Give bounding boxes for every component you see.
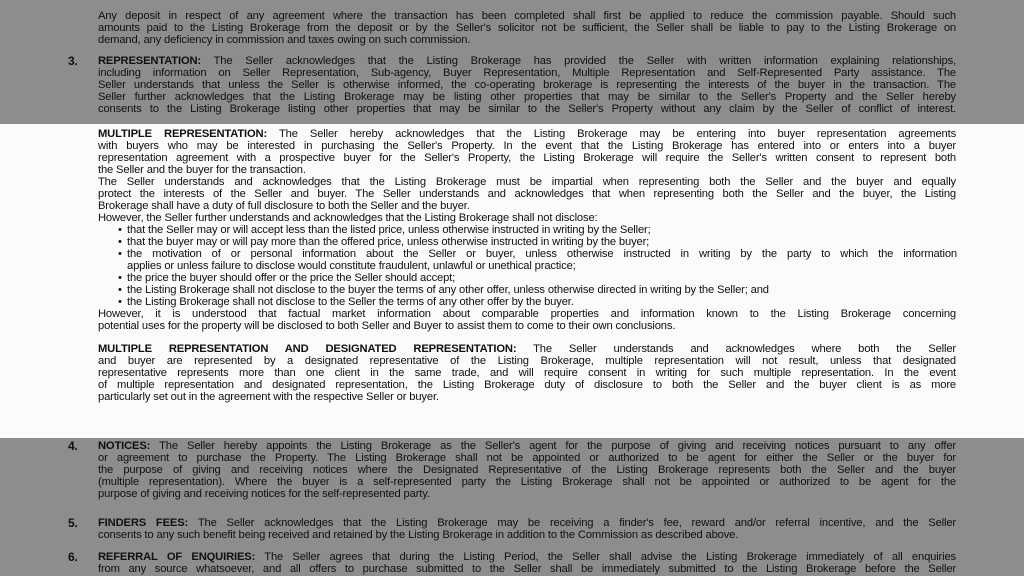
section-5-line: consents to any such benefit being received and retained by the Listing Brokerage in addition to the Commission as described above. [98, 529, 739, 541]
bullet-item: that the Seller may or will accept less than the listed price, unless otherwise instructed in writing by the Seller; [127, 224, 651, 236]
multiple-rep-para3-line: potential uses for the property will be disclosed to both Seller and Buyer to assist them to come to their own conclusions. [98, 320, 676, 332]
bullet-dot: • [118, 272, 122, 284]
section-6-first-line [98, 551, 956, 563]
section-text: The Seller hereby appoints the Listing Brokerage as the Seller's agent for the purpose of giving and receiving notices pursuant to any offer [150, 440, 956, 452]
section-heading: REFERRAL OF ENQUIRIES: [98, 551, 256, 563]
multiple-rep-para2-line: Brokerage shall have a duty of full disclosure to both the Seller and the buyer. [98, 200, 470, 212]
section-3-line: consents to the Listing Brokerage listing other properties that may be similar to the Seller's Property without any claim by the Seller of conflict of interest. [98, 103, 956, 115]
section-3-line: Seller understands that unless the Seller is otherwise informed, the co-operating brokerage is representing the interests of the buyer in the transaction. The [98, 79, 956, 91]
section-4-first-line [98, 440, 956, 452]
bullet-dot: • [118, 236, 122, 248]
subsection-heading: MULTIPLE REPRESENTATION: [98, 128, 268, 140]
multiple-rep-line: with buyers who may be interested in purchasing the Seller's Property. In the event that the Listing Brokerage has entered into or enters into a buyer [98, 140, 956, 152]
multiple-rep-line: the Seller and the buyer for the transaction. [98, 164, 306, 176]
section-3-line: Seller further acknowledges that the Listing Brokerage may be listing other properties that may be similar to the Seller's Property and the Seller hereby [98, 91, 956, 103]
bullet-item: the Listing Brokerage shall not disclose to the Seller the terms of any other offer by the buyer. [127, 296, 574, 308]
bullet-dot: • [118, 296, 122, 308]
section-4-line: (multiple representation). Where the buyer is a self-represented party the Listing Brokerage shall not be appointed or authorized to be agent for the [98, 476, 956, 488]
section-number: 3. [68, 54, 78, 68]
section-text: The Seller acknowledges that the Listing Brokerage may be receiving a finder's fee, reward and/or referral incentive, and the Seller [188, 517, 956, 529]
section-4-line: purpose of giving and receiving notices for the self-represented party. [98, 488, 430, 500]
section-5-first-line [98, 517, 956, 529]
bullet-item: the motivation of or personal information about the Seller or buyer, unless otherwise instructed in writing by the party to which the information [127, 248, 957, 260]
subsection-heading: MULTIPLE REPRESENTATION AND DESIGNATED REPRESENTATION: [98, 343, 517, 355]
bullet-item: that the buyer may or will pay more than the offered price, unless otherwise instructed in writing by the buyer; [127, 236, 650, 248]
bullet-item: the price the buyer should offer or the price the Seller should accept; [127, 272, 456, 284]
designated-rep-line: representative represents more than one client in the same trade, and will require consent in writing for such multiple representation. In the event [98, 367, 956, 379]
designated-rep-line: and buyer are represented by a designated representative of the Listing Brokerage, multiple representation will not result, unless that designated [98, 355, 956, 367]
bullet-dot: • [118, 284, 122, 296]
section-text: The Seller acknowledges that the Listing Brokerage has provided the Seller with written information explaining relationships, [201, 55, 956, 67]
bullet-dot: • [118, 248, 122, 260]
bullet-dot: • [118, 224, 122, 236]
intro-line: demand, any deficiency in commission and taxes owing on such commission. [98, 34, 471, 46]
designated-rep-line: of multiple representation and designated representation, the Listing Brokerage duty of disclosure to both the Seller and the buyer client is as more [98, 379, 956, 391]
intro-line: Any deposit in respect of any agreement where the transaction has been completed shall first be applied to reduce the commission payable. Should such [98, 10, 956, 22]
intro-line: amounts paid to the Listing Brokerage from the deposit or by the Seller's solicitor not be sufficient, the Seller shall be liable to pay to the Listing Brokerage on [98, 22, 956, 34]
section-heading: NOTICES: [98, 440, 151, 452]
subsection-text: The Seller understands and acknowledges where both the Seller [516, 343, 956, 355]
section-number: 5. [68, 516, 78, 530]
multiple-rep-however: However, the Seller further understands and acknowledges that the Listing Brokerage shall not disclose: [98, 212, 598, 224]
section-heading: REPRESENTATION: [98, 55, 201, 67]
section-3-line: including information on Seller Representation, Sub-agency, Buyer Representation, Multiple Representation and Self-Represented Party assistance. The [98, 67, 956, 79]
bullet-item-continuation: applies or unless failure to disclose would constitute fraudulent, unlawful or unethical practice; [127, 260, 576, 272]
multiple-rep-para2-line: protect the interests of the Seller and buyer. The Seller understands and acknowledges that when representing both the Seller and the buyer, the Listing [98, 188, 956, 200]
designated-rep-line: particularly set out in the agreement with the respective Seller or buyer. [98, 391, 439, 403]
section-text: The Seller agrees that during the Listing Period, the Seller shall advise the Listing Brokerage immediately of all enquiries [255, 551, 956, 563]
designated-rep-first-line [98, 343, 956, 355]
section-4-line: or agreement to purchase the Property. The Listing Brokerage shall not be appointed or authorized to be agent for either the Seller or the buyer for [98, 452, 956, 464]
section-3-first-line [98, 55, 956, 67]
multiple-rep-first-line [98, 128, 956, 140]
section-number: 6. [68, 550, 78, 564]
section-number: 4. [68, 439, 78, 453]
section-4-line: the purpose of giving and receiving notices where the Designated Representative of the Listing Brokerage represents both the Seller and the buyer [98, 464, 956, 476]
section-6-line: from any source whatsoever, and all offers to purchase submitted to the Seller shall be immediately submitted to the Listing Brokerage before the Seller [98, 563, 956, 575]
multiple-rep-para2-line: The Seller understands and acknowledges that the Listing Brokerage must be impartial when representing both the Seller and the buyer and equally [98, 176, 956, 188]
multiple-rep-line: representation agreement with a prospective buyer for the Seller's Property, the Listing Brokerage will require the Seller's written consent to represent both [98, 152, 956, 164]
bullet-item: the Listing Brokerage shall not disclose to the buyer the terms of any other offer, unless otherwise directed in writing by the Seller; and [127, 284, 769, 296]
multiple-rep-para3-line: However, it is understood that factual market information about comparable properties and information known to the Listing Brokerage concerning [98, 308, 956, 320]
subsection-text: The Seller hereby acknowledges that the Listing Brokerage may be entering into buyer representation agreements [267, 128, 957, 140]
section-heading: FINDERS FEES: [98, 517, 189, 529]
